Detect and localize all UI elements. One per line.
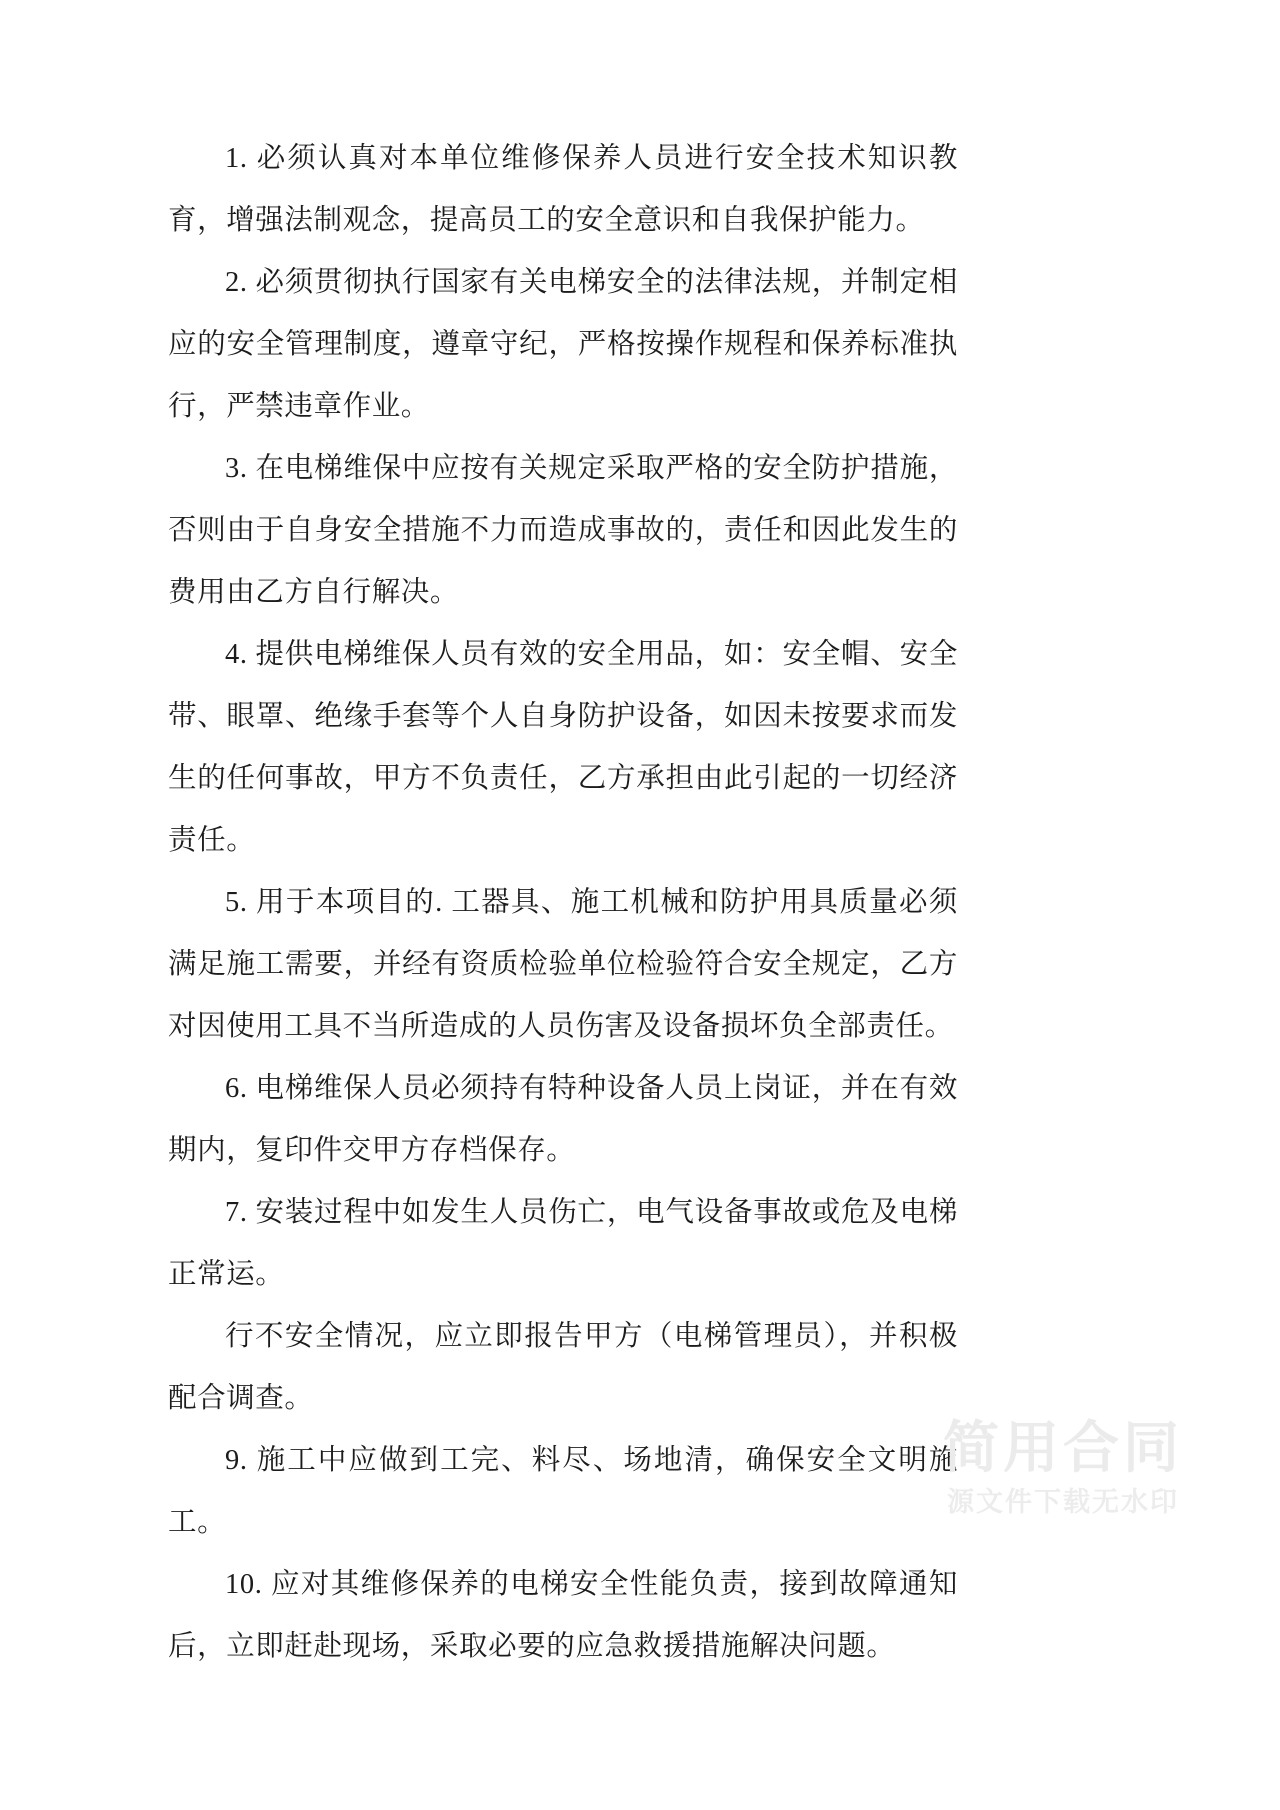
paragraph-clause-9: 9. 施工中应做到工完、料尽、场地清，确保安全文明施工。 bbox=[168, 1445, 958, 1538]
paragraph-clause-4: 4. 提供电梯维保人员有效的安全用品，如：安全帽、安全带、眼罩、绝缘手套等个人自身防护设备，如因未按要求而发生的任何事故，甲方不负责任，乙方承担由此引起的一切经济责任。 bbox=[168, 639, 958, 856]
paragraph-clause-1: 1. 必须认真对本单位维修保养人员进行安全技术知识教育，增强法制观念，提高员工的安全意识和自我保护能力。 bbox=[168, 143, 958, 236]
paragraph-clause-2: 2. 必须贯彻执行国家有关电梯安全的法律法规，并制定相应的安全管理制度，遵章守纪，严格按操作规程和保养标准执行，严禁违章作业。 bbox=[168, 267, 958, 422]
paragraph-clause-3: 3. 在电梯维保中应按有关规定采取严格的安全防护措施，否则由于自身安全措施不力而造成事故的，责任和因此发生的费用由乙方自行解决。 bbox=[168, 453, 958, 608]
paragraph-clause-5: 5. 用于本项目的. 工器具、施工机械和防护用具质量必须满足施工需要，并经有资质检验单位检验符合安全规定，乙方对因使用工具不当所造成的人员伤害及设备损坏负全部责任。 bbox=[168, 887, 958, 1042]
paragraph-clause-7: 7. 安装过程中如发生人员伤亡，电气设备事故或危及电梯正常运。 bbox=[168, 1197, 958, 1290]
paragraph-clause-10: 10. 应对其维修保养的电梯安全性能负责，接到故障通知后，立即赶赴现场，采取必要的应急救援措施解决问题。 bbox=[168, 1569, 958, 1662]
watermark-subtitle: 源文件下载无水印 bbox=[947, 1487, 1179, 1519]
document-body bbox=[168, 128, 958, 1678]
paragraph-clause-6: 6. 电梯维保人员必须持有特种设备人员上岗证，并在有效期内，复印件交甲方存档保存。 bbox=[168, 1073, 958, 1166]
watermark-brand: 简用合同 bbox=[943, 1415, 1183, 1481]
paragraph-clause-7-continued: 行不安全情况，应立即报告甲方（电梯管理员），并积极配合调查。 bbox=[168, 1321, 958, 1414]
